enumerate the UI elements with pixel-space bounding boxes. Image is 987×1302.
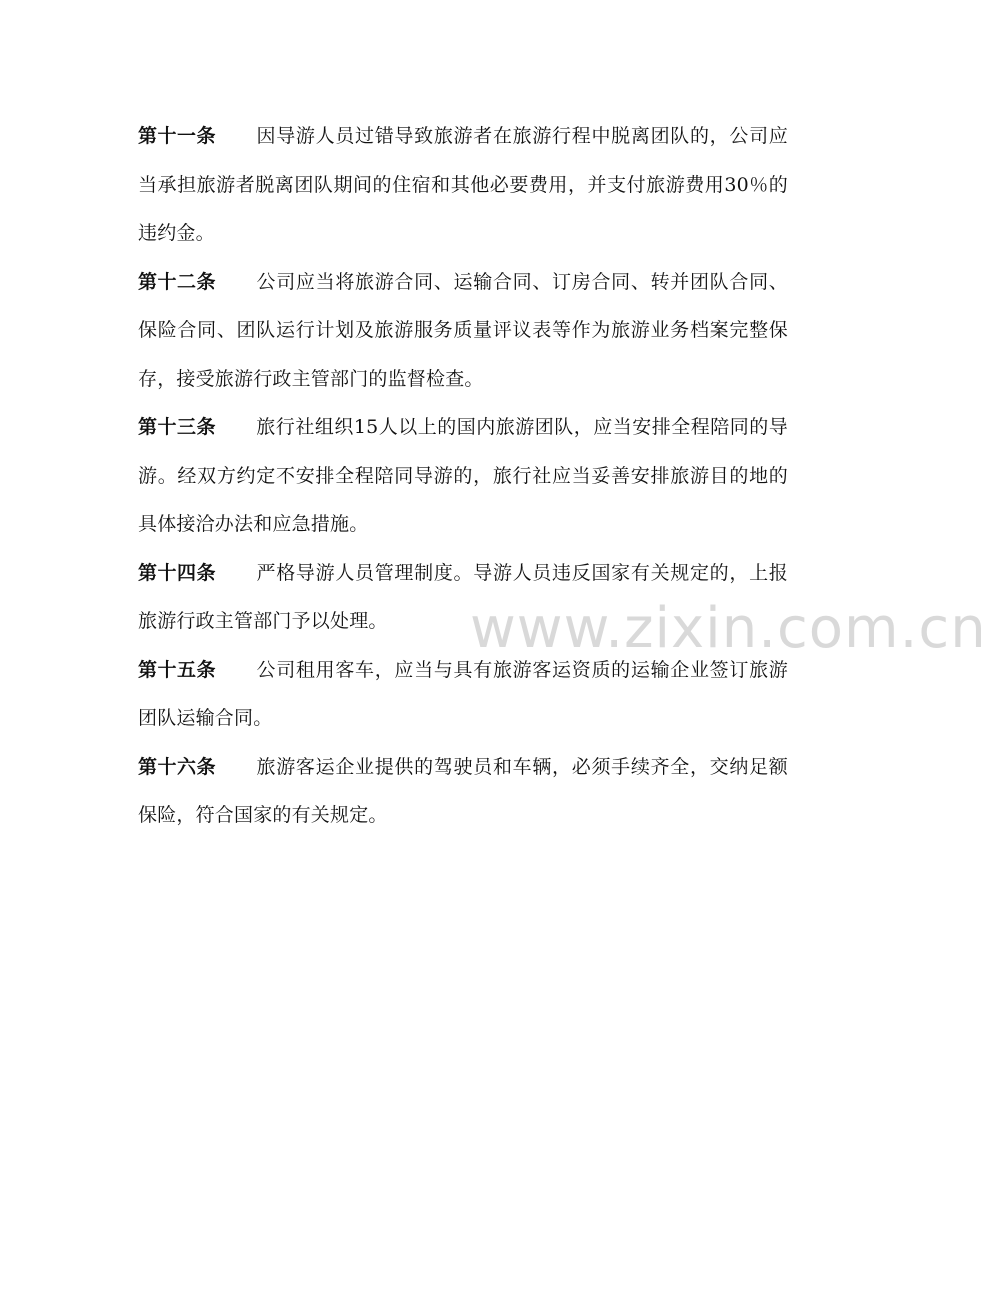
article-number: 第十二条 (138, 270, 217, 293)
article-number: 第十六条 (138, 755, 217, 778)
article-number: 第十一条 (138, 125, 217, 147)
article-11 (138, 112, 788, 258)
article-16 (138, 743, 788, 840)
article-15 (138, 646, 788, 743)
article-number: 第十五条 (138, 658, 217, 681)
article-12 (138, 258, 788, 404)
article-text: 旅行社组织15人以上的国内旅游团队，应当安排全程陪同的导游。经双方约定不安排全程陪同导游的，旅行社应当妥善安排旅游目的地的具体接洽办法和应急措施。 (138, 416, 788, 535)
article-text: 因导游人员过错导致旅游者在旅游行程中脱离团队的，公司应当承担旅游者脱离团队期间的住宿和其他必要费用，并支付旅游费用30％的违约金。 (138, 125, 788, 244)
article-text: 严格导游人员管理制度。导游人员违反国家有关规定的，上报旅游行政主管部门予以处理。 (138, 561, 788, 632)
article-text: 公司应当将旅游合同、运输合同、订房合同、转并团队合同、保险合同、团队运行计划及旅游服务质量评议表等作为旅游业务档案完整保存，接受旅游行政主管部门的监督检查。 (138, 270, 788, 390)
document-body (138, 112, 788, 840)
article-text: 公司租用客车，应当与具有旅游客运资质的运输企业签订旅游团队运输合同。 (138, 658, 788, 729)
article-13 (138, 403, 788, 549)
article-number: 第十四条 (138, 561, 217, 584)
article-text: 旅游客运企业提供的驾驶员和车辆，必须手续齐全，交纳足额保险，符合国家的有关规定。 (138, 755, 788, 826)
article-number: 第十三条 (138, 416, 217, 438)
article-14 (138, 549, 788, 646)
watermark: www.zixin.com.cn (470, 596, 987, 661)
